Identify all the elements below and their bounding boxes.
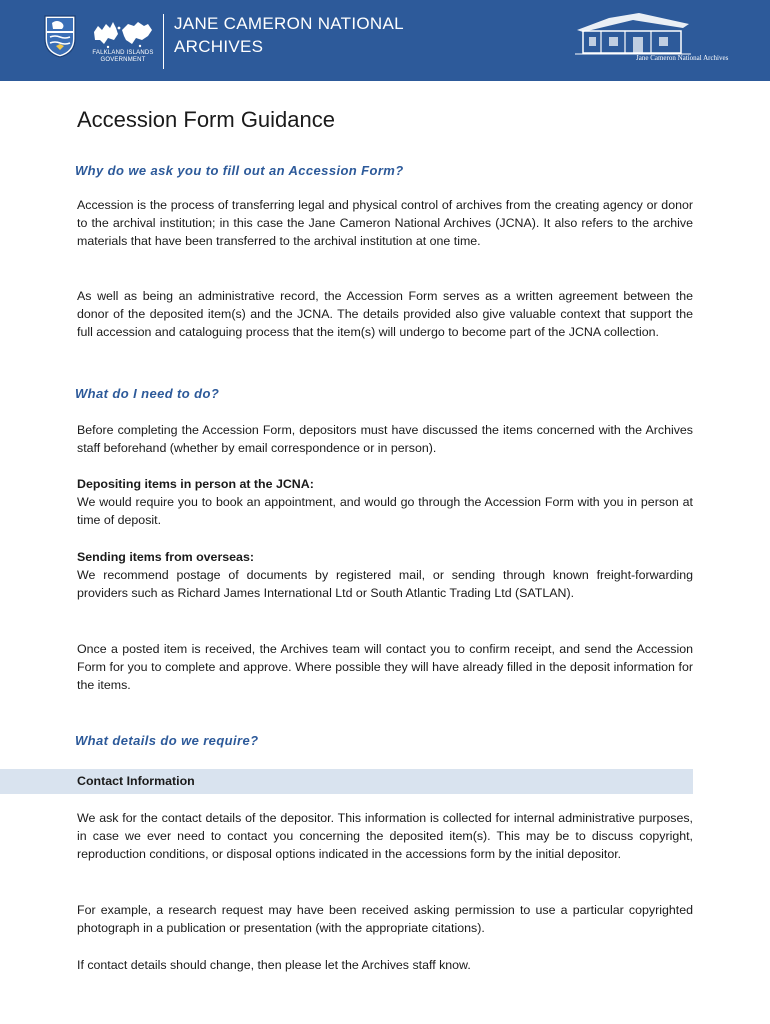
archives-title-line1: JANE CAMERON NATIONAL [174,14,404,33]
archives-title [174,12,404,58]
archive-caption: Jane Cameron National Archives [636,54,729,62]
paragraph-before-completing: Before completing the Accession Form, depositors must have discussed the items concerned with the Archives staff beforehand (whether by email correspondence or in person). [77,423,693,456]
subheading-in-person: Depositing items in person at the JCNA: [77,477,314,491]
government-name-line1: FALKLAND ISLANDS [92,50,154,56]
paragraph-accession-definition: Accession is the process of transferring legal and physical control of archives from the creating agency or donor to the archival institution; in this case the Jane Cameron National Archives (JCNA). It also refers to the archive materials that have been transferred to the archival institution at one time. [77,198,693,249]
falkland-islands-map-icon [88,14,158,54]
government-name [86,50,160,64]
paragraph-contact-details: We ask for the contact details of the depositor. This information is collected for internal administrative purposes, in case we ever need to contact you concerning the deposited item(s). This may be to discuss copyright, reproduction conditions, or disposal options indicated in the accessions form by the initial depositor. [77,811,693,862]
paragraph-overseas [77,548,693,603]
in-person-text: We would require you to book an appointment, and would go through the Accession Form with you in person at time of deposit. [77,495,693,528]
paragraph-in-person [77,475,693,530]
overseas-text: We recommend postage of documents by registered mail, or sending through known freight-forwarding providers such as Richard James International Ltd or South Atlantic Trading Ltd (SATLAN). [77,568,693,601]
paragraph-posted-item: Once a posted item is received, the Archives team will contact you to confirm receipt, and send the Accession Form for you to complete and approve. Where possible they will have already filled in the deposit information for the items. [77,642,693,693]
government-name-line2: GOVERNMENT [100,57,146,63]
archive-building-icon [573,10,693,58]
header-banner [0,0,770,81]
coat-of-arms-icon [42,13,78,59]
page-title: Accession Form Guidance [77,107,335,132]
section-heading-details: What details do we require? [75,733,259,748]
paragraph-example-request: For example, a research request may have been received asking permission to use a particular copyrighted photograph in a publication or presentation (with the appropriate citations). [77,903,693,936]
paragraph-administrative-record: As well as being an administrative record, the Accession Form serves as a written agreement between the donor of the deposited item(s) and the JCNA. The details provided also give valuable context that support the full accession and cataloguing process that the item(s) will undergo to become part of the JCNA collection. [77,289,693,340]
contact-information-bar [0,769,693,794]
header-divider [163,14,164,69]
section-heading-what-to-do: What do I need to do? [75,386,220,401]
subheading-overseas: Sending items from overseas: [77,550,254,564]
contact-information-label: Contact Information [77,774,195,788]
paragraph-contact-change: If contact details should change, then please let the Archives staff know. [77,958,471,972]
section-heading-why: Why do we ask you to fill out an Accession Form? [75,163,404,178]
archives-title-line2: ARCHIVES [174,37,264,56]
